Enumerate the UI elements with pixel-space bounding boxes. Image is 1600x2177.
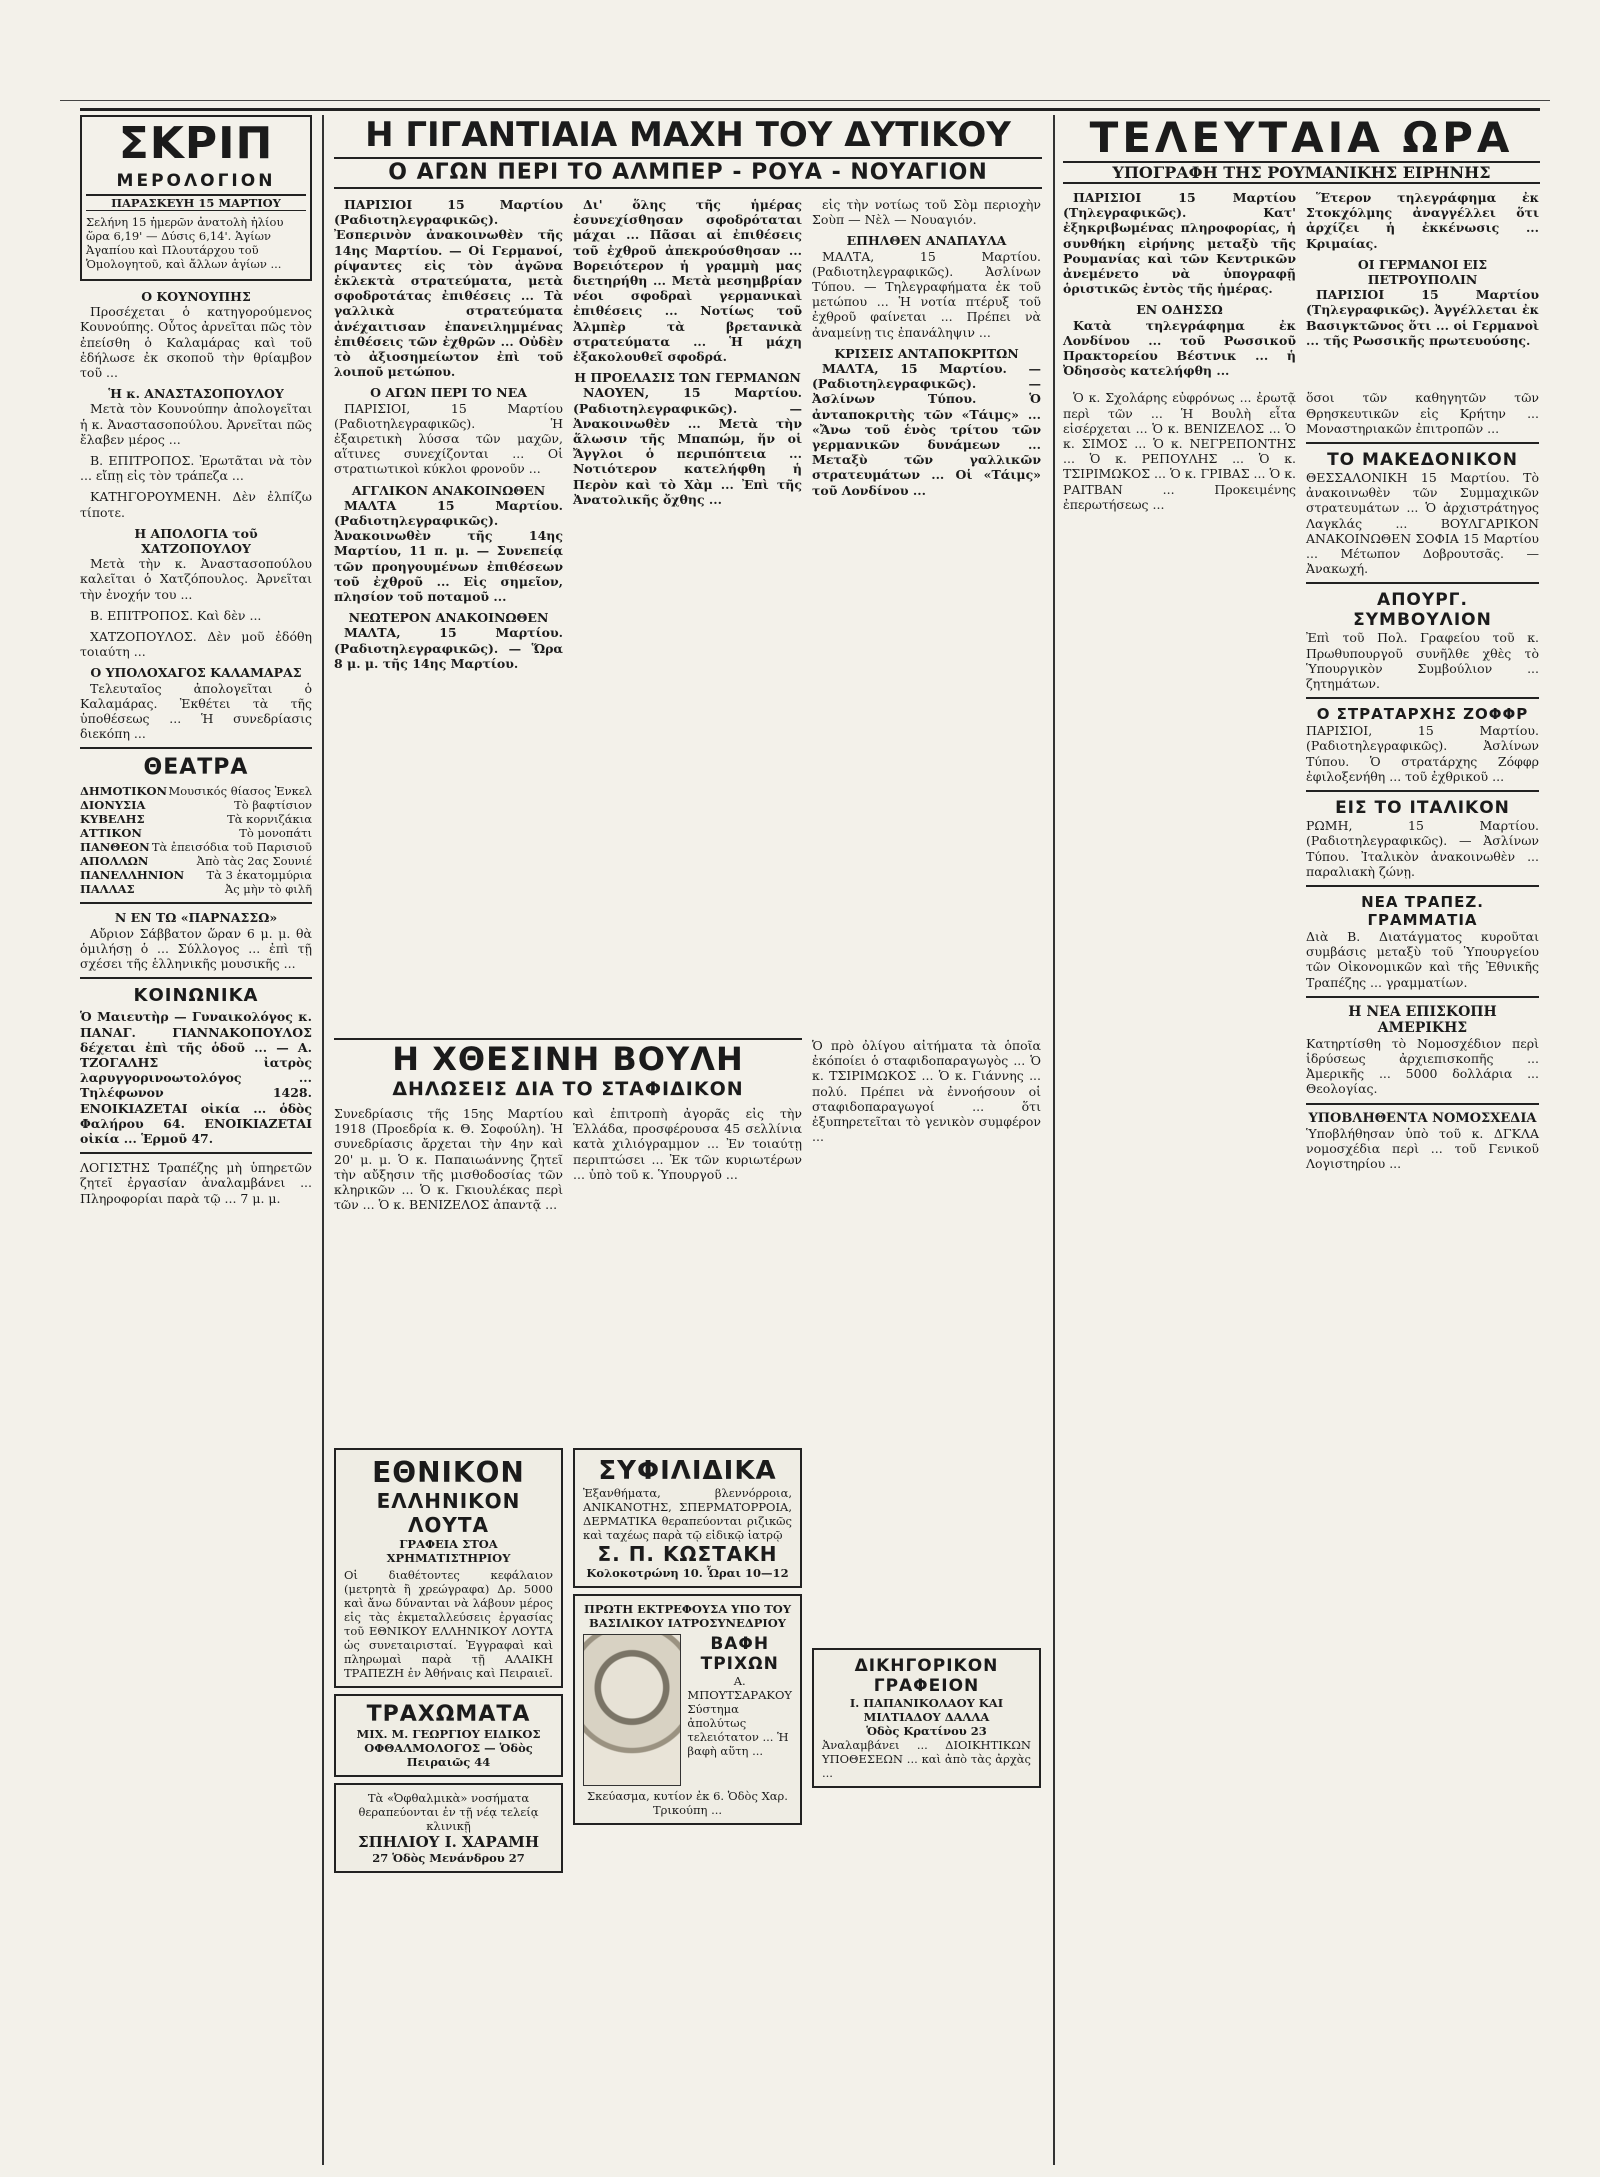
- theatre-row: ΠΑΝΕΛΛΗΝΙΟΝ Τὰ 3 ἑκατομμύρια: [80, 868, 312, 883]
- right-col-3: [1063, 390, 1296, 1920]
- article-text: ΘΕΣΣΑΛΟΝΙΚΗ 15 Μαρτίου. Τὸ ἀνακοινωθὲν τῶν Συμμαχικῶν στρατευμάτων ... Ὁ ἀρχιστράτηγος Λαγκλάς ... ΒΟΥΛΓΑΡΙΚΟΝ ΑΝΑΚΟΙΝΩΘΕΝ ΣΟΦΙΑ 15 Μαρτίου ... Μέτωπον Δοβρουτσᾶς. — Ἀνακωχή.: [1306, 470, 1539, 577]
- syfilidika-ad: [573, 1448, 802, 1588]
- section-title: ΝΕΩΤΕΡΟΝ ΑΝΑΚΟΙΝΩΘΕΝ: [348, 610, 549, 626]
- last-hour-title: ΤΕΛΕΥΤΑΙΑ ΩΡΑ: [1089, 113, 1514, 162]
- calendar-title: ΜΕΡΟΛΟΓΙΟΝ: [116, 171, 276, 191]
- last-hour-subtitle: ΥΠΟΓΡΑΦΗ ΤΗΣ ΡΟΥΜΑΝΙΚΗΣ ΕΙΡΗΝΗΣ: [1063, 161, 1540, 184]
- right-column: [1063, 115, 1540, 1920]
- section-title: Ο ΑΓΩΝ ΠΕΡΙ ΤΟ ΝΕΑ: [370, 385, 527, 401]
- right-col-2: [1306, 190, 1539, 384]
- ad-name: Σ. Π. ΚΩΣΤΑΚΗ: [597, 1542, 778, 1566]
- section-title: ΑΓΓΛΙΚΟΝ ΑΝΑΚΟΙΝΩΘΕΝ: [351, 482, 546, 498]
- article-text: Διὰ Β. Διατάγματος κυροῦται συμβάσις μεταξὺ τοῦ Ὑπουργείου τῶν Οἰκονομικῶν καὶ τῆς Ἐθνικῆς Τραπέζης ... γραμματίων.: [1306, 928, 1539, 990]
- article-text: Β. ΕΠΙΤΡΟΠΟΣ. Καὶ δὲν ...: [90, 607, 262, 623]
- article-text: ΜΑΛΤΑ, 15 Μαρτίου. — (Ραδιοτηλεγραφικῶς). — Ἀσλίνων Τύπου. Ὁ ἀνταποκριτὴς τῶν «Τάιμς» ... «Ἄνω τοῦ ἑνὸς τρίτου τῶν γερμανικῶν δυνάμεων ... Μεταξὺ τῶν γαλλικῶν στρατευμάτων ... Οἱ «Τάιμς» τοῦ Λονδίνου ...: [812, 361, 1041, 498]
- ad-text: ΜΙΧ. Μ. ΓΕΩΡΓΙΟΥ ΕΙΔΙΚΟΣ ΟΦΘΑΛΜΟΛΟΓΟΣ — Ὁδὸς Πειραιῶς 44: [356, 1727, 541, 1769]
- skrip-logo: ΣΚΡΙΠ: [118, 118, 274, 169]
- divider: [1306, 1103, 1539, 1105]
- theatre-row: ΔΙΟΝΥΣΙΑ Τὸ βαφτίσιον: [80, 798, 312, 813]
- article-text: ΠΑΡΙΣΙΟΙ, 15 Μαρτίου. (Ραδιοτηλεγραφικῶς). Ἀσλίνων Τύπου. Ὁ στρατάρχης Ζόφφρ ἐφιλοξενήθη ... τοῦ ἐχθρικοῦ ...: [1306, 723, 1539, 784]
- right-lower-cols: [1063, 390, 1540, 1920]
- right-top-cols: [1063, 190, 1540, 384]
- article-text: ΠΑΡΙΣΙΟΙ 15 Μαρτίου (Ραδιοτηλεγραφικῶς). Ἐσπερινὸν ἀνακοινωθὲν τῆς 14ης Μαρτίου. — Οἱ Γερμανοί, ρίψαντες εἰς τὸν ἀγῶνα ἐκλεκτὰ στρατεύματα, μετὰ σφοδροτάτας ἐπιθέσεις ... Τὰ γαλλικὰ στρατεύματα ἀνέχαιτισαν ἐπανειλημμένας ἐπιθέσεις τῶν ἐχθρῶν ... Οὐδὲν τὸ ἀξιοσημείωτον ἐπὶ τοῦ λοιποῦ μετώπου.: [334, 197, 563, 380]
- vafi-text-block: [687, 1634, 792, 1786]
- section-title: Ἡ κ. ΑΝΑΣΤΑΣΟΠΟΥΛΟΥ: [108, 386, 284, 402]
- article-text: Κατὰ τηλεγράφημα ἐκ Λονδίνου ... τοῦ Ρωσσικοῦ Πρακτορείου Βέστνικ ... ἡ Ὀδησσὸς κατελήφθη ...: [1063, 317, 1296, 379]
- section-title: ΚΡΙΣΕΙΣ ΑΝΤΑΠΟΚΡΙΤΩΝ: [834, 345, 1019, 361]
- article-text: Ἐπὶ τοῦ Πολ. Γραφείου τοῦ κ. Πρωθυπουργοῦ συνῆλθε χθὲς τὸ Ὑπουργικὸν Συμβούλιον ... ζητημάτων.: [1306, 630, 1539, 692]
- vouli-text: [334, 1106, 802, 1436]
- right-col-1: [1063, 190, 1296, 384]
- column-rule: [1053, 115, 1055, 2165]
- article-text: ΜΑΛΤΑ, 15 Μαρτίου. (Ραδιοτηλεγραφικῶς). Ἀσλίνων Τύπου. — Τηλεγραφήματα ἐκ τοῦ μετώπου ... Ἡ νοτία πτέρυξ τοῦ ἐχθροῦ φαίνεται ... Πρέπει νὰ ἀναμείνῃ τις ἐπανάληψιν ...: [812, 248, 1041, 340]
- ad-text: Ἐξανθήματα, βλεννόρροια, ΑΝΙΚΑΝΟΤΗΣ, ΣΠΕΡΜΑΤΟΡΡΟΙΑ, ΔΕΡΜΑΤΙΚΑ θεραπεύονται ριζικῶς καὶ ταχέως παρὰ τῷ εἰδικῷ ἰατρῷ: [583, 1486, 792, 1542]
- ad-text: Σκεύασμα, κυτίον ἐκ 6. Ὁδὸς Χαρ. Τρικούπη ...: [587, 1789, 788, 1817]
- article-text: Β. ΕΠΙΤΡΟΠΟΣ. Ἐρωτᾶται νὰ τὸν ... εἴπῃ εἰς τὸν τράπεζα ...: [80, 453, 312, 484]
- ad-text: ΠΡΩΤΗ ΕΚΤΡΕΦΟΥΣΑ ΥΠΟ ΤΟΥ ΒΑΣΙΛΙΚΟΥ ΙΑΤΡΟΣΥΝΕΔΡΙΟΥ: [583, 1602, 792, 1630]
- ophthalmika-ad: [334, 1783, 563, 1873]
- ad-title: ΒΑΦΗ ΤΡΙΧΩΝ: [700, 1634, 779, 1674]
- section-title: ΕΝ ΟΔΗΣΣΩ: [1136, 302, 1223, 318]
- article-text: ΜΑΛΤΑ 15 Μαρτίου. (Ραδιοτηλεγραφικῶς). Ἀνακοινωθὲν τῆς 14ης Μαρτίου, 11 π. μ. — Συνεπείᾳ τῶν προηγουμένων ἐπιθέσεων τοῦ ἐχθροῦ ... Εἰς σημεῖον, πλησίον τοῦ ποταμοῦ ...: [334, 497, 563, 605]
- theatre-row: ΠΑΛΛΑΣ Ἀς μὴν τὸ φιλῆ: [80, 882, 312, 897]
- ads-left: [334, 1442, 563, 1873]
- ad-title: ΔΙΚΗΓΟΡΙΚΟΝ ΓΡΑΦΕΙΟΝ: [854, 1656, 999, 1696]
- article-text: ΝΑΟΥΕΝ, 15 Μαρτίου. (Ραδιοτηλεγραφικῶς). — Ἀνακοινωθὲν ... Μετὰ τὴν ἅλωσιν τῆς Μπαπώμ, ἥν οἱ Ἄγγλοι ὁ περιπόπτεια ... Νοτιότερον κατελήφθη ἡ Περὸν καὶ τὸ Χὰμ ... Ἐπὶ τῆς Ἀνατολικῆς ὄχθης ...: [573, 385, 802, 507]
- theatre-row: ΔΗΜΟΤΙΚΟΝ Μουσικός θίασος Ἐνκελ: [80, 784, 312, 799]
- war-col-a: [334, 197, 563, 1032]
- vouli-col-2: καὶ ἐπιτροπὴ ἀγορᾶς εἰς τὴν Ἑλλάδα, προσφέρουσα 45 σελλίνια κατὰ χιλιόγραμμον ... Ἐν τοιαύτῃ περιπτώσει ... Ἐκ τῶν κυριωτέρων ... ὑπὸ τοῦ κ. Ὑπουργοῦ ...: [573, 1106, 802, 1182]
- article-text: ΠΑΡΙΣΙΟΙ 15 Μαρτίου (Τηλεγραφικῶς). Κατ' ἐξηκριβωμένας πληροφορίας, ἡ συνθήκη εἰρήνης μεταξὺ τῆς Ρουμανίας καὶ τῶν Κεντρικῶν ἀνεμένετο νὰ ὑπογραφῇ ὁριστικῶς ἐντὸς τῆς ἡμέρας.: [1063, 190, 1296, 297]
- ad-text: Σύστημα ἀπολύτως τελειότατον ... Ἡ βαφὴ αὕτη ...: [687, 1702, 789, 1758]
- theatre-row: ΚΥΒΕΛΗΣ Τὰ κορνιζάκια: [80, 812, 312, 827]
- war-news-columns: [334, 197, 1042, 1032]
- section-title: ΝΕΑ ΤΡΑΠΕΖ. ΓΡΑΜΜΑΤΙΑ: [1361, 892, 1484, 929]
- ads-right: [573, 1442, 802, 1873]
- ad-title: ΤΡΑΧΩΜΑΤΑ: [366, 1702, 531, 1727]
- theatre-title: ΘΕΑΤΡΑ: [143, 755, 249, 781]
- divider: [1306, 996, 1539, 998]
- section-title: Ν ΕΝ ΤΩ «ΠΑΡΝΑΣΣΩ»: [114, 910, 278, 926]
- section-title: ΑΠΟΥΡΓ. ΣΥΜΒΟΥΛΙΟΝ: [1353, 590, 1492, 631]
- article-text: Ὑποβλήθησαν ὑπὸ τοῦ κ. ΔΓΚΛΑ νομοσχέδια περὶ ... τοῦ Γενικοῦ Λογιστηρίου ...: [1306, 1125, 1539, 1171]
- lower-center-left: [334, 1038, 802, 1873]
- divider: [80, 902, 312, 904]
- article-text: ὅσοι τῶν καθηγητῶν τῶν Θρησκευτικῶν εἰς Κρήτην ... Μοναστηριακῶν ἐπιτροπῶν ...: [1306, 390, 1539, 436]
- header-rule: [80, 108, 1540, 111]
- vouli-subtitle: ΔΗΛΩΣΕΙΣ ΔΙΑ ΤΟ ΣΤΑΦΙΔΙΚΟΝ: [392, 1078, 744, 1100]
- divider: [1306, 885, 1539, 887]
- article-text: εἰς τὴν νοτίως τοῦ Σὸμ περιοχὴν Σοὺπ — Νὲλ — Νουαγιόν.: [812, 197, 1041, 228]
- war-col-b: [573, 197, 802, 1032]
- article-text: ΠΑΡΙΣΙΟΙ, 15 Μαρτίου (Ραδιοτηλεγραφικῶς). Ἡ ἐξαιρετικὴ λύσσα τῶν μαχῶν, αἵτινες συνεχίζονται ... Οἱ στρατιωτικοὶ κύκλοι φρονοῦν ...: [334, 400, 563, 477]
- koinonika-text: Ὁ Μαιευτὴρ — Γυναικολόγος κ. ΠΑΝΑΓ. ΓΙΑΝΝΑΚΟΠΟΥΛΟΣ δέχεται ἐπὶ τῆς ὁδοῦ ... — Α. ΤΖΟΓΑΛΗΣ ἰατρὸς λαρυγγορινοωτολόγος ... Τηλέφωνον 1428. ΕΝΟΙΚΙΑΖΕΤΑΙ οἰκία ... ὁδὸς Φαλήρου 64. ΕΝΟΙΚΙΑΖΕΤΑΙ οἰκία ... Ἑρμοῦ 47.: [80, 1009, 312, 1146]
- article-text: Ὁ πρὸ ὀλίγου αἰτήματα τὰ ὁποῖα ἐκόποίει ὁ σταφιδοπαραγωγὸς ... Ὁ κ. ΤΣΙΡΙΜΩΚΟΣ ... Ὁ κ. Γιάννης ... πολύ. Πρέπει νὰ ἐννοήσουν οἱ σταφιδοπαραγωγοί ... ὅτι ἐξυπηρετεῖται τὸ γενικὸν συμφέρον ...: [812, 1038, 1041, 1145]
- divider: [1306, 582, 1539, 584]
- dikigoriko-ad: [812, 1648, 1041, 1788]
- ad-address: Ὁδὸς Κρατίνου 23: [866, 1724, 987, 1738]
- vouli-title: Η ΧΘΕΣΙΝΗ ΒΟΥΛΗ: [334, 1038, 802, 1078]
- left-column: [80, 115, 312, 1206]
- section-title: ΟΙ ΓΕΡΜΑΝΟΙ ΕΙΣ ΠΕΤΡΟΥΠΟΛΙΝ: [1357, 256, 1488, 288]
- theatre-list: [80, 784, 312, 896]
- woman-portrait-illustration: [583, 1634, 681, 1786]
- article-text: Αὔριον Σάββατον ὥραν 6 μ. μ. θὰ ὁμιλήσῃ ὁ ... Σύλλογος ... ἐπὶ τῇ σχέσει τῆς ἑλληνικῆς μουσικῆς ...: [80, 925, 312, 972]
- column-rule: [322, 115, 324, 2165]
- article-text: Προσέχεται ὁ κατηγορούμενος Κουνούπης. Οὗτος ἀρνεῖται πῶς τὸν ἐπείσθη ὁ Καλαμάρας καὶ τοῦ ἐδήλωσε ἐκ σκοποῦ τὴν θρίαμβον τοῦ ...: [80, 304, 312, 381]
- calendar-text: Σελήνη 15 ἡμερῶν ἀνατολὴ ἡλίου ὥρα 6,19' — Δύσις 6,14'. Ἁγίων Ἀγαπίου καὶ Πλουτάρχου τοῦ Ὁμολογητοῦ, καὶ ἄλλων ἁγίων ...: [86, 215, 284, 271]
- section-title: Η ΝΕΑ ΕΠΙΣΚΟΠΗ ΑΜΕΡΙΚΗΣ: [1348, 1003, 1497, 1036]
- article-text: Ἕτερον τηλεγράφημα ἐκ Στοκχόλμης ἀναγγέλλει ὅτι ἀρχίζει ἡ ἐκκένωσις ... Κριμαίας.: [1306, 190, 1539, 251]
- center-column: [334, 115, 1042, 1873]
- article-text: Δι' ὅλης τῆς ἡμέρας ἐσυνεχίσθησαν σφοδρόταται μάχαι ... Πᾶσαι αἱ ἐπιθέσεις τοῦ ἐχθροῦ ἀπεκρούσθησαν ... Βορειότερον ἡ γραμμὴ μας διετηρήθη ... Μετὰ μεσημβρίαν νέοι σφοδραὶ γερμανικαὶ ἐπιθέσεις ... Νοτίως τοῦ Ἀλμπὲρ τὰ βρετανικὰ στρατεύματα ... Ἡ μάχη ἐξακολουθεῖ σφοδρά.: [573, 197, 802, 365]
- ad-names: Ι. ΠΑΠΑΝΙΚΟΛΑΟΥ ΚΑΙ ΜΙΛΤΙΑΔΟΥ ΔΑΛΛΑ: [849, 1696, 1004, 1724]
- vafi-body: [583, 1634, 792, 1786]
- logistis-ad: ΛΟΓΙΣΤΗΣ Τραπέζης μὴ ὑπηρετῶν ζητεῖ ἐργασίαν ἀναλαμβάνει ... Πληροφορίαι παρὰ τῷ ... 7 μ. μ.: [80, 1160, 312, 1206]
- ad-title: ΣΥΦΙΛΙΔΙΚΑ: [598, 1456, 777, 1486]
- section-title: ΕΠΗΛΘΕΝ ΑΝΑΠΑΥΛΑ: [846, 233, 1007, 249]
- ads-row: [334, 1442, 802, 1873]
- ad-title: ΕΘΝΙΚΟΝ: [372, 1456, 525, 1489]
- ad-title: ΕΛΛΗΝΙΚΟΝ ΛΟΥΤΑ: [376, 1489, 521, 1537]
- masthead-box: [80, 115, 312, 281]
- divider: [80, 977, 312, 979]
- article-text: ΜΑΛΤΑ, 15 Μαρτίου. (Ραδιοτηλεγραφικῶς). — Ὥρα 8 μ. μ. τῆς 14ης Μαρτίου.: [334, 625, 563, 671]
- ethnikon-ad: [334, 1448, 563, 1688]
- section-title: ΤΟ ΜΑΚΕΔΟΝΙΚΟΝ: [1327, 450, 1518, 471]
- ad-subtitle: ΓΡΑΦΕΙΑ ΣΤΟΑ ΧΡΗΜΑΤΙΣΤΗΡΙΟΥ: [386, 1537, 511, 1565]
- section-title: Η ΑΠΟΛΟΓΙΑ τοῦ ΧΑΤΖΟΠΟΥΛΟΥ: [134, 525, 258, 557]
- ad-address: Κολοκοτρώνη 10. Ὧραι 10—12: [586, 1566, 789, 1580]
- divider: [1306, 442, 1539, 444]
- article-text: Μετὰ τὸν Κουνούπην ἀπολογεῖται ἡ κ. Ἀναστασοπούλου. Ἀρνεῖται πῶς ἔλαβεν μέρος ...: [80, 401, 312, 447]
- section-title: Ο ΥΠΟΛΟΧΑΓΟΣ ΚΑΛΑΜΑΡΑΣ: [90, 665, 302, 681]
- theatre-row: ΑΤΤΙΚΟΝ Τὸ μονοπάτι: [80, 826, 312, 841]
- section-title: ΕΙΣ ΤΟ ΙΤΑΛΙΚΟΝ: [1335, 798, 1510, 819]
- divider: [1306, 790, 1539, 792]
- article-text: ΠΑΡΙΣΙΟΙ 15 Μαρτίου (Τηλεγραφικῶς). Ἀγγέλλεται ἐκ Βασιγκτῶνος ὅτι ... οἱ Γερμανοὶ ... τῆς Ρωσσικῆς πρωτευούσης.: [1306, 287, 1539, 348]
- calendar-date: ΠΑΡΑΣΚΕΥΗ 15 ΜΑΡΤΙΟΥ: [86, 194, 306, 211]
- right-col-4: [1306, 390, 1539, 1920]
- theatre-row: ΑΠΟΛΛΩΝ Ἀπὸ τὰς 2ας Σουνιέ: [80, 854, 312, 869]
- koinonika-title: ΚΟΙΝΩΝΙΚΑ: [133, 985, 259, 1007]
- article-text: Ὁ κ. Σχολάρης εὐφρόνως ... ἐρωτᾷ περὶ τῶν ... Ἡ Βουλὴ εἶτα εἰσέρχεται ... Ὁ κ. ΒΕΝΙΖΕΛΟΣ ... Ὁ κ. ΣΙΜΟΣ ... Ὁ κ. ΝΕΓΡΕΠΟΝΤΗΣ ... Ὁ κ. ΡΕΠΟΥΛΗΣ ... Ὁ κ. ΤΣΙΡΙΜΩΚΟΣ ... Ὁ κ. ΓΡΙΒΑΣ ... Ὁ κ. ΡΑΙΤΒΑΝ ... Προκειμένης ἐπερωτήσεως ...: [1063, 390, 1296, 512]
- theatre-row: ΠΑΝΘΕΟΝ Τὰ ἐπεισόδια τοῦ Παρισιοῦ: [80, 840, 312, 855]
- vafi-ad: [573, 1594, 802, 1825]
- article-text: Κατηρτίσθη τὸ Νομοσχέδιον περὶ ἱδρύσεως ἀρχιεπισκοπῆς ... Ἀμερικῆς ... 5000 δολλάρια ... Θεολογίας.: [1306, 1035, 1539, 1097]
- section-title: Ο ΣΤΡΑΤΑΡΧΗΣ ΖΟΦΦΡ: [1316, 705, 1529, 724]
- trachomata-ad: [334, 1694, 563, 1777]
- article-text: ΧΑΤΖΟΠΟΥΛΟΣ. Δὲν μοῦ ἐδόθη τοιαύτη ...: [80, 629, 312, 660]
- article-text: Μετὰ τὴν κ. Ἀναστασοπούλου καλεῖται ὁ Χατζόπουλος. Ἀρνεῖται τὴν ἐνοχήν του ...: [80, 556, 312, 602]
- ad-text: Τὰ «Ὀφθαλμικὰ» νοσήματα θεραπεύονται ἐν τῇ νέᾳ τελείᾳ κλινικῇ: [358, 1791, 539, 1833]
- war-col-c: [812, 197, 1041, 1032]
- section-title: Η ΠΡΟΕΛΑΣΙΣ ΤΩΝ ΓΕΡΜΑΝΩΝ: [574, 370, 801, 386]
- article-text: ΚΑΤΗΓΟΡΟΥΜΕΝΗ. Δὲν ἐλπίζω τίποτε.: [80, 489, 312, 520]
- lower-center-right: [812, 1038, 1041, 1873]
- article-text: Τελευταῖος ἀπολογεῖται ὁ Καλαμάρας. Ἐκθέτει τὰ τῆς ὑποθέσεως ... Ἡ συνεδρίασις διεκόπη ...: [80, 680, 312, 742]
- divider: [1306, 697, 1539, 699]
- section-title: ΥΠΟΒΛΗΘΕΝΤΑ ΝΟΜΟΣΧΕΔΙΑ: [1308, 1110, 1537, 1126]
- ad-title: ΣΠΗΛΙΟΥ Ι. ΧΑΡΑΜΗ: [357, 1833, 540, 1851]
- main-subheadline: Ο ΑΓΩΝ ΠΕΡΙ ΤΟ ΑΛΜΠΕΡ - ΡΟΥΑ - ΝΟΥΑΓΙΟΝ: [334, 157, 1042, 189]
- article-text: ΡΩΜΗ, 15 Μαρτίου. (Ραδιοτηλεγραφικῶς). — Ἀσλίνων Τύπου. Ἰταλικὸν ἀνακοινωθὲν ... παραλιακὴ ζώνῃ.: [1306, 818, 1539, 879]
- ad-text: Οἱ διαθέτοντες κεφάλαιον (μετρητὰ ἢ χρεώγραφα) Δρ. 5000 καὶ ἄνω δύνανται νὰ λάβουν μέρος εἰς τὰς ἐκμεταλλεύσεις ἐργασίας τοῦ ΕΘΝΙΚΟΥ ΕΛΛΗΝΙΚΟΥ ΛΟΥΤΑ ὡς συνεταιρισταί. Ἐγγραφαὶ καὶ πληρωμαὶ παρὰ τῇ ΑΛΑΙΚΗ ΤΡΑΠΕΖΗ ἐν Ἀθήναις καὶ Πειραιεῖ.: [344, 1568, 553, 1680]
- divider: [80, 1152, 312, 1154]
- divider: [80, 747, 312, 749]
- ad-text: Ἀναλαμβάνει ... ΔΙΟΙΚΗΤΙΚΩΝ ΥΠΟΘΕΣΕΩΝ ... καὶ ἀπὸ τὰς ἀρχὰς ...: [822, 1738, 1031, 1780]
- main-headline: Η ΓΙΓΑΝΤΙΑΙΑ ΜΑΧΗ ΤΟΥ ΔΥΤΙΚΟΥ: [365, 115, 1011, 155]
- ad-subtitle: Α. ΜΠΟΥΤΣΑΡΑΚΟΥ: [687, 1674, 793, 1702]
- vouli-col-1: Συνεδρίασις τῆς 15ης Μαρτίου 1918 (Προεδρία κ. Θ. Σοφούλη). Ἡ συνεδρίασις ἄρχεται τὴν 4ην καὶ 20' μ. μ. Ὁ κ. Παπαιωάννης ζητεῖ τὴν αὔξησιν τῆς μισθοδοσίας τῶν κληρικῶν ... Ὁ κ. Γκιουλέκας περὶ τῶν ... Ὁ κ. ΒΕΝΙΖΕΛΟΣ ἀπαντᾷ ...: [334, 1106, 563, 1213]
- section-title: Ο ΚΟΥΝΟΥΠΗΣ: [141, 289, 251, 304]
- ad-address: 27 Ὁδὸς Μενάνδρου 27: [372, 1851, 525, 1865]
- header-top-rule: [60, 100, 1550, 101]
- lower-center: [334, 1038, 1042, 1873]
